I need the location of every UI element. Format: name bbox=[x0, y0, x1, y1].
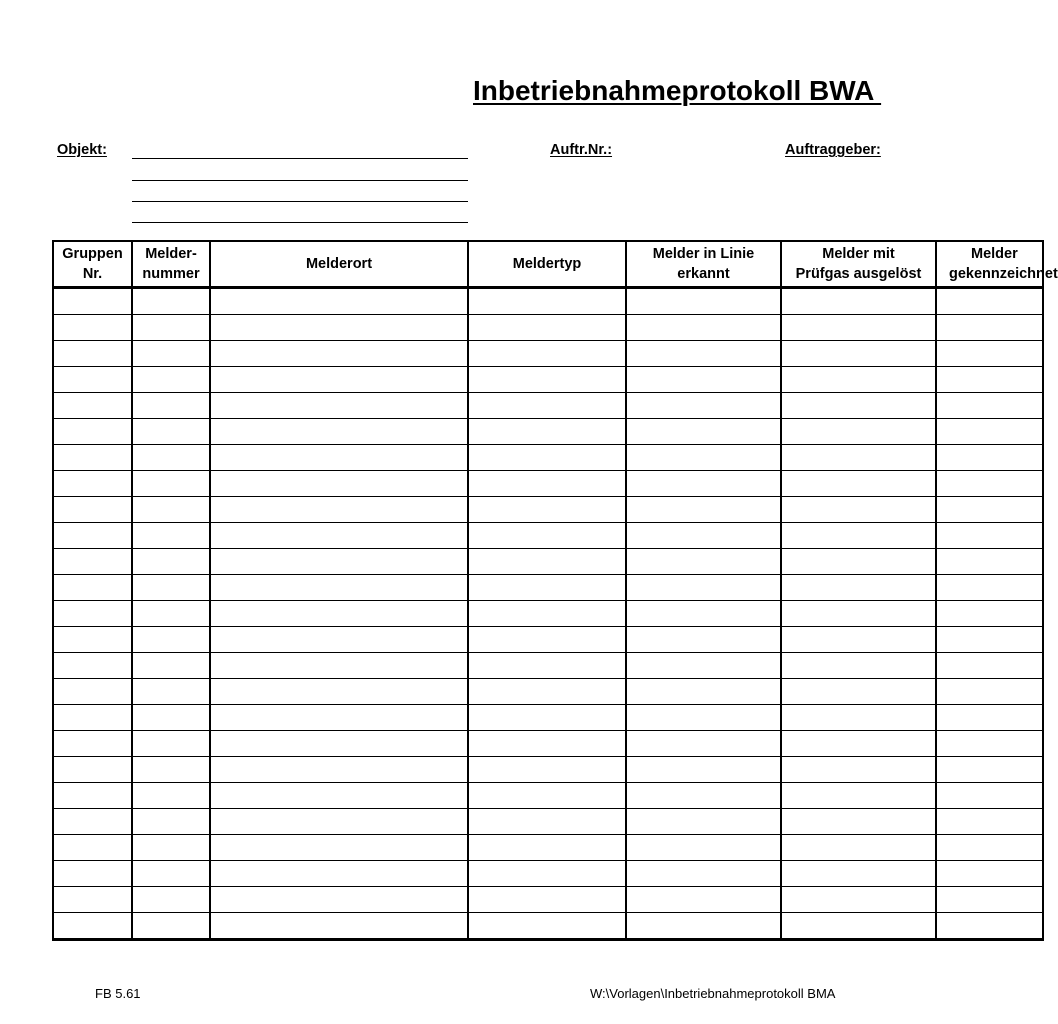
table-cell[interactable] bbox=[53, 523, 132, 549]
table-cell[interactable] bbox=[626, 419, 781, 445]
table-cell[interactable] bbox=[468, 393, 626, 419]
table-cell[interactable] bbox=[210, 288, 468, 315]
table-cell[interactable] bbox=[53, 549, 132, 575]
table-cell[interactable] bbox=[132, 497, 210, 523]
table-cell[interactable] bbox=[468, 341, 626, 367]
table-cell[interactable] bbox=[936, 653, 1043, 679]
header-meldernummer: Melder- nummer bbox=[132, 241, 210, 288]
table-cell[interactable] bbox=[781, 497, 936, 523]
table-cell[interactable] bbox=[210, 627, 468, 653]
table-cell[interactable] bbox=[626, 731, 781, 757]
table-cell[interactable] bbox=[781, 523, 936, 549]
table-cell[interactable] bbox=[53, 887, 132, 913]
table-cell[interactable] bbox=[626, 315, 781, 341]
table-cell[interactable] bbox=[936, 809, 1043, 835]
table-row bbox=[53, 445, 1043, 471]
protocol-table bbox=[52, 240, 1058, 941]
table-cell[interactable] bbox=[781, 627, 936, 653]
table-cell[interactable] bbox=[132, 653, 210, 679]
table-cell[interactable] bbox=[132, 419, 210, 445]
table-cell[interactable] bbox=[781, 913, 936, 940]
table-cell[interactable] bbox=[132, 445, 210, 471]
table-cell[interactable] bbox=[781, 367, 936, 393]
table-cell[interactable] bbox=[468, 315, 626, 341]
table-cell[interactable] bbox=[468, 471, 626, 497]
table-row bbox=[53, 315, 1043, 341]
table-cell[interactable] bbox=[210, 367, 468, 393]
table-cell[interactable] bbox=[210, 393, 468, 419]
table-cell[interactable] bbox=[53, 497, 132, 523]
table-cell[interactable] bbox=[936, 835, 1043, 861]
table-cell[interactable] bbox=[468, 679, 626, 705]
table-row bbox=[53, 809, 1043, 835]
table-cell[interactable] bbox=[936, 887, 1043, 913]
protocol-table-container bbox=[52, 240, 1058, 962]
table-cell[interactable] bbox=[468, 549, 626, 575]
header-gruppen-nr: Gruppen Nr. bbox=[53, 241, 132, 288]
table-cell[interactable] bbox=[626, 887, 781, 913]
table-cell[interactable] bbox=[210, 523, 468, 549]
table-cell[interactable] bbox=[781, 705, 936, 731]
table-cell[interactable] bbox=[132, 913, 210, 940]
table-cell[interactable] bbox=[53, 731, 132, 757]
table-cell[interactable] bbox=[468, 783, 626, 809]
table-cell[interactable] bbox=[210, 341, 468, 367]
table-header-row bbox=[53, 241, 1043, 288]
table-cell[interactable] bbox=[781, 288, 936, 315]
table-cell[interactable] bbox=[781, 601, 936, 627]
table-cell[interactable] bbox=[626, 393, 781, 419]
table-cell[interactable] bbox=[936, 549, 1043, 575]
table-cell[interactable] bbox=[53, 653, 132, 679]
table-row bbox=[53, 393, 1043, 419]
table-cell[interactable] bbox=[936, 601, 1043, 627]
table-cell[interactable] bbox=[626, 341, 781, 367]
table-row bbox=[53, 731, 1043, 757]
table-cell[interactable] bbox=[468, 575, 626, 601]
table-cell[interactable] bbox=[936, 419, 1043, 445]
table-cell[interactable] bbox=[132, 549, 210, 575]
table-cell[interactable] bbox=[53, 445, 132, 471]
table-cell[interactable] bbox=[626, 783, 781, 809]
table-cell[interactable] bbox=[626, 757, 781, 783]
table-cell[interactable] bbox=[53, 367, 132, 393]
table-row bbox=[53, 497, 1043, 523]
table-cell[interactable] bbox=[132, 757, 210, 783]
table-cell[interactable] bbox=[132, 471, 210, 497]
table-cell[interactable] bbox=[210, 419, 468, 445]
auftrag-nummer-label: Auftr.Nr.: bbox=[550, 142, 613, 158]
table-cell[interactable] bbox=[781, 315, 936, 341]
table-row bbox=[53, 861, 1043, 887]
table-cell[interactable] bbox=[626, 523, 781, 549]
table-cell[interactable] bbox=[626, 809, 781, 835]
table-row bbox=[53, 367, 1043, 393]
table-cell[interactable] bbox=[626, 627, 781, 653]
table-cell[interactable] bbox=[210, 679, 468, 705]
table-cell[interactable] bbox=[626, 471, 781, 497]
table-cell[interactable] bbox=[53, 575, 132, 601]
table-cell[interactable] bbox=[468, 627, 626, 653]
table-cell[interactable] bbox=[781, 809, 936, 835]
table-cell[interactable] bbox=[468, 367, 626, 393]
table-cell[interactable] bbox=[781, 783, 936, 809]
table-cell[interactable] bbox=[53, 419, 132, 445]
table-cell[interactable] bbox=[53, 288, 132, 315]
table-cell[interactable] bbox=[936, 783, 1043, 809]
table-cell[interactable] bbox=[210, 653, 468, 679]
table-cell[interactable] bbox=[626, 549, 781, 575]
table-cell[interactable] bbox=[468, 445, 626, 471]
table-cell[interactable] bbox=[53, 627, 132, 653]
table-cell[interactable] bbox=[936, 757, 1043, 783]
table-cell[interactable] bbox=[936, 393, 1043, 419]
table-row bbox=[53, 523, 1043, 549]
table-cell[interactable] bbox=[53, 809, 132, 835]
table-cell[interactable] bbox=[936, 341, 1043, 367]
table-cell[interactable] bbox=[132, 315, 210, 341]
table-cell[interactable] bbox=[53, 705, 132, 731]
table-cell[interactable] bbox=[626, 705, 781, 731]
table-cell[interactable] bbox=[210, 549, 468, 575]
table-cell[interactable] bbox=[53, 341, 132, 367]
table-cell[interactable] bbox=[132, 887, 210, 913]
table-cell[interactable] bbox=[132, 731, 210, 757]
table-cell[interactable] bbox=[210, 497, 468, 523]
table-cell[interactable] bbox=[132, 627, 210, 653]
table-cell[interactable] bbox=[936, 523, 1043, 549]
table-cell[interactable] bbox=[468, 757, 626, 783]
table-row bbox=[53, 783, 1043, 809]
table-cell[interactable] bbox=[53, 315, 132, 341]
table-cell[interactable] bbox=[626, 861, 781, 887]
table-row bbox=[53, 575, 1043, 601]
page-title: Inbetriebnahmeprotokoll BWA bbox=[473, 75, 882, 106]
header-melderort: Melderort bbox=[210, 241, 468, 288]
table-cell[interactable] bbox=[936, 471, 1043, 497]
table-cell[interactable] bbox=[936, 288, 1043, 315]
table-cell[interactable] bbox=[936, 627, 1043, 653]
table-cell[interactable] bbox=[132, 835, 210, 861]
table-cell[interactable] bbox=[468, 835, 626, 861]
table-row bbox=[53, 601, 1043, 627]
form-number: FB 5.61 bbox=[95, 986, 141, 1001]
table-cell[interactable] bbox=[936, 861, 1043, 887]
table-cell[interactable] bbox=[210, 809, 468, 835]
table-cell[interactable] bbox=[53, 679, 132, 705]
table-cell[interactable] bbox=[132, 575, 210, 601]
table-cell[interactable] bbox=[53, 861, 132, 887]
table-cell[interactable] bbox=[936, 315, 1043, 341]
table-cell[interactable] bbox=[936, 497, 1043, 523]
table-cell[interactable] bbox=[210, 315, 468, 341]
table-row bbox=[53, 705, 1043, 731]
table-cell[interactable] bbox=[210, 705, 468, 731]
table-cell[interactable] bbox=[210, 731, 468, 757]
table-cell[interactable] bbox=[781, 835, 936, 861]
table-row bbox=[53, 835, 1043, 861]
table-cell[interactable] bbox=[781, 861, 936, 887]
table-row bbox=[53, 887, 1043, 913]
table-cell[interactable] bbox=[53, 471, 132, 497]
table-cell[interactable] bbox=[468, 497, 626, 523]
table-cell[interactable] bbox=[781, 757, 936, 783]
table-row bbox=[53, 419, 1043, 445]
table-cell[interactable] bbox=[132, 341, 210, 367]
table-cell[interactable] bbox=[210, 887, 468, 913]
table-row bbox=[53, 679, 1043, 705]
table-cell[interactable] bbox=[210, 835, 468, 861]
table-cell[interactable] bbox=[468, 861, 626, 887]
table-cell[interactable] bbox=[468, 809, 626, 835]
table-cell[interactable] bbox=[210, 783, 468, 809]
table-cell[interactable] bbox=[781, 341, 936, 367]
table-cell[interactable] bbox=[936, 705, 1043, 731]
table-cell[interactable] bbox=[626, 653, 781, 679]
table-cell[interactable] bbox=[210, 601, 468, 627]
table-cell[interactable] bbox=[781, 419, 936, 445]
table-cell[interactable] bbox=[53, 757, 132, 783]
table-row bbox=[53, 549, 1043, 575]
table-cell[interactable] bbox=[132, 601, 210, 627]
table-cell[interactable] bbox=[626, 288, 781, 315]
table-cell[interactable] bbox=[132, 705, 210, 731]
table-cell[interactable] bbox=[626, 835, 781, 861]
table-row bbox=[53, 341, 1043, 367]
table-body bbox=[53, 288, 1043, 940]
table-row bbox=[53, 627, 1043, 653]
objekt-line-3[interactable] bbox=[132, 201, 468, 202]
table-cell[interactable] bbox=[936, 913, 1043, 940]
table-cell[interactable] bbox=[781, 887, 936, 913]
table-cell[interactable] bbox=[210, 445, 468, 471]
table-cell[interactable] bbox=[53, 835, 132, 861]
table-cell[interactable] bbox=[53, 783, 132, 809]
table-cell[interactable] bbox=[781, 549, 936, 575]
table-cell[interactable] bbox=[132, 783, 210, 809]
table-cell[interactable] bbox=[626, 445, 781, 471]
auftraggeber-label: Auftraggeber: bbox=[785, 142, 881, 158]
table-cell[interactable] bbox=[936, 731, 1043, 757]
table-cell[interactable] bbox=[781, 471, 936, 497]
table-cell[interactable] bbox=[132, 523, 210, 549]
table-cell[interactable] bbox=[468, 653, 626, 679]
table-cell[interactable] bbox=[468, 288, 626, 315]
table-cell[interactable] bbox=[781, 731, 936, 757]
table-cell[interactable] bbox=[210, 757, 468, 783]
table-cell[interactable] bbox=[468, 523, 626, 549]
table-row bbox=[53, 757, 1043, 783]
table-cell[interactable] bbox=[210, 471, 468, 497]
header-melder-in-linie-erkannt: Melder in Linie erkannt bbox=[626, 241, 781, 288]
header-melder-gekennzeichnet: Melder gekennzeichnet bbox=[936, 241, 1043, 288]
table-cell[interactable] bbox=[132, 809, 210, 835]
objekt-line-2[interactable] bbox=[132, 180, 468, 181]
table-cell[interactable] bbox=[53, 913, 132, 940]
table-cell[interactable] bbox=[626, 497, 781, 523]
table-cell[interactable] bbox=[626, 575, 781, 601]
table-cell[interactable] bbox=[468, 731, 626, 757]
table-cell[interactable] bbox=[781, 393, 936, 419]
table-cell[interactable] bbox=[132, 367, 210, 393]
table-cell[interactable] bbox=[53, 393, 132, 419]
table-cell[interactable] bbox=[468, 913, 626, 940]
table-cell[interactable] bbox=[781, 679, 936, 705]
table-cell[interactable] bbox=[626, 913, 781, 940]
table-cell[interactable] bbox=[936, 575, 1043, 601]
table-cell[interactable] bbox=[936, 679, 1043, 705]
header-meldertyp: Meldertyp bbox=[468, 241, 626, 288]
file-path: W:\Vorlagen\Inbetriebnahmeprotokoll BMA bbox=[590, 986, 836, 1001]
table-cell[interactable] bbox=[781, 575, 936, 601]
table-cell[interactable] bbox=[468, 419, 626, 445]
table-cell[interactable] bbox=[132, 679, 210, 705]
table-cell[interactable] bbox=[626, 601, 781, 627]
table-cell[interactable] bbox=[781, 445, 936, 471]
table-cell[interactable] bbox=[132, 288, 210, 315]
table-cell[interactable] bbox=[132, 393, 210, 419]
table-cell[interactable] bbox=[468, 601, 626, 627]
table-cell[interactable] bbox=[936, 445, 1043, 471]
table-cell[interactable] bbox=[781, 653, 936, 679]
objekt-line-4[interactable] bbox=[132, 222, 468, 223]
objekt-label: Objekt: bbox=[57, 142, 107, 158]
header-melder-mit-pruefgas: Melder mit Prüfgas ausgelöst bbox=[781, 241, 936, 288]
table-cell[interactable] bbox=[936, 367, 1043, 393]
table-cell[interactable] bbox=[626, 679, 781, 705]
table-cell[interactable] bbox=[468, 887, 626, 913]
table-row bbox=[53, 913, 1043, 940]
table-cell[interactable] bbox=[210, 575, 468, 601]
table-cell[interactable] bbox=[210, 861, 468, 887]
table-row bbox=[53, 653, 1043, 679]
table-cell[interactable] bbox=[210, 913, 468, 940]
table-cell[interactable] bbox=[626, 367, 781, 393]
table-row bbox=[53, 288, 1043, 315]
table-cell[interactable] bbox=[132, 861, 210, 887]
table-cell[interactable] bbox=[468, 705, 626, 731]
table-row bbox=[53, 471, 1043, 497]
table-cell[interactable] bbox=[53, 601, 132, 627]
objekt-line-1[interactable] bbox=[132, 158, 468, 159]
